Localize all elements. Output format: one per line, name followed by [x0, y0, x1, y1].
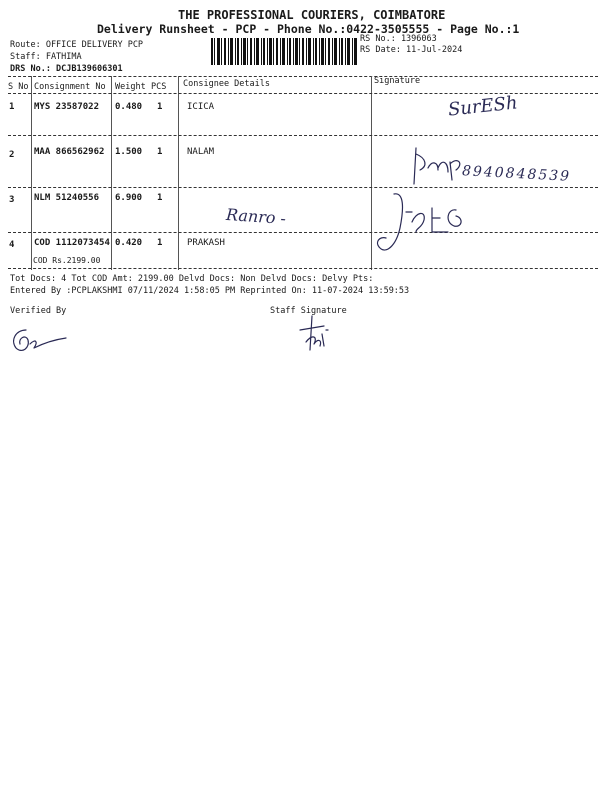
row-4-cod-note: COD Rs.2199.00 [33, 256, 101, 265]
handwritten-signature-row-1: SurESh [447, 92, 519, 121]
handwritten-signature-row-3 [372, 188, 472, 268]
staff-label: Staff: FATHIMA [10, 52, 82, 62]
row-1-sno: 1 [9, 102, 15, 112]
entered-by-line: Entered By :PCPLAKSHMI 07/11/2024 1:58:05 PM Reprinted On: 11-07-2024 13:59:53 [10, 286, 410, 296]
row-3-weight: 6.900 [115, 193, 143, 203]
rs-date: RS Date: 11-Jul-2024 [360, 45, 463, 55]
header-signature: Signature [374, 76, 421, 86]
drs-number: DRS No.: DCJB139606301 [10, 64, 123, 74]
route-label: Route: OFFICE DELIVERY PCP [10, 40, 144, 50]
row-divider [8, 232, 598, 233]
column-divider [31, 76, 32, 270]
verified-by-signature [8, 322, 70, 356]
staff-signature-label: Staff Signature [270, 306, 347, 316]
header-consignment: Consignment No [34, 82, 106, 92]
row-4-weight: 0.420 [115, 238, 143, 248]
totals-line: Tot Docs: 4 Tot COD Amt: 2199.00 Delvd Docs: Non Delvd Docs: Delvy Pts: [10, 274, 374, 284]
company-title: THE PROFESSIONAL COURIERS, COIMBATORE [178, 8, 446, 22]
row-1-pcs: 1 [157, 102, 163, 112]
row-4-consignment: COD 1112073454 [34, 238, 110, 248]
row-2-weight: 1.500 [115, 147, 143, 157]
row-1-weight: 0.480 [115, 102, 143, 112]
handwritten-phone-row-2: 8940848539 [461, 163, 572, 185]
row-2-sno: 2 [9, 150, 15, 160]
row-2-consignee: NALAM [187, 147, 215, 157]
row-2-consignment: MAA 866562962 [34, 147, 105, 157]
handwritten-signature-row-2 [410, 140, 468, 186]
header-pcs: PCS [151, 82, 167, 92]
header-weight: Weight [115, 82, 146, 92]
row-3-sno: 3 [9, 195, 15, 205]
row-1-consignee: ICICA [187, 102, 215, 112]
barcode-image [211, 38, 357, 65]
rs-number: RS No.: 1396063 [360, 34, 437, 44]
row-2-pcs: 1 [157, 147, 163, 157]
row-1-consignment: MYS 23587022 [34, 102, 100, 112]
row-divider [8, 187, 598, 188]
verified-by-label: Verified By [10, 306, 67, 316]
header-sno: S No [8, 82, 29, 92]
column-divider [178, 76, 179, 270]
row-3-consignment: NLM 51240556 [34, 193, 100, 203]
row-4-pcs: 1 [157, 238, 163, 248]
row-divider [8, 135, 598, 136]
table-top-rule [8, 76, 598, 77]
header-consignee: Consignee Details [183, 79, 270, 89]
runsheet-title: Delivery Runsheet - PCP - Phone No.:0422-3505555 - Page No.:1 [97, 22, 520, 36]
table-bottom-rule [8, 268, 598, 269]
row-4-sno: 4 [9, 240, 15, 250]
staff-signature [292, 312, 336, 356]
column-divider [111, 76, 112, 270]
row-3-pcs: 1 [157, 193, 163, 203]
handwritten-consignee-row-3: Ranro - [225, 204, 287, 229]
row-4-consignee: PRAKASH [187, 238, 225, 248]
